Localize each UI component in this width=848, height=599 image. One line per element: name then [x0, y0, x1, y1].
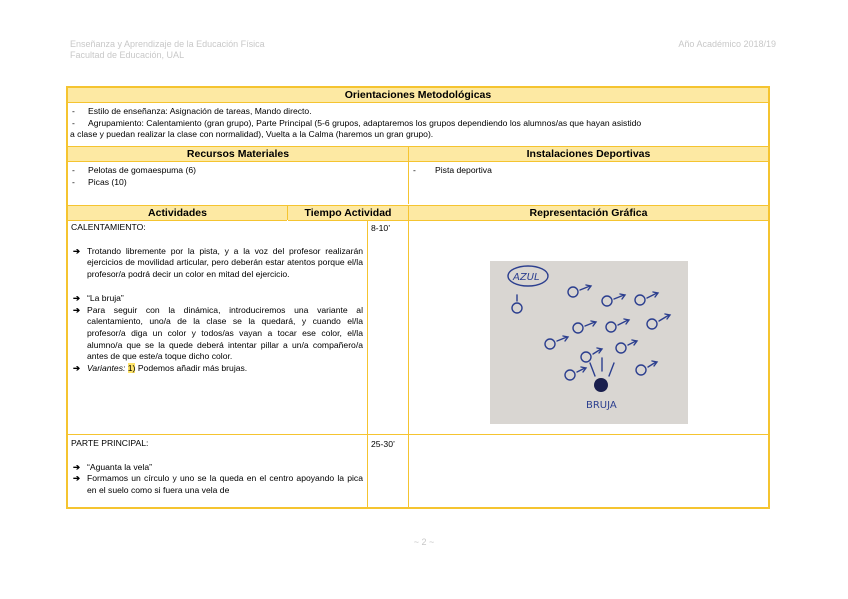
- variantes-number: 1): [127, 363, 136, 374]
- calentamiento-text: Trotando libremente por la pista, y a la voz del profesor realizarán ejercicios de movilidad articular, pero deberán estar atentos porque el/la profesor/a podrá decir un color en mitad del ejercicio.: [87, 245, 363, 280]
- hand-drawing: [490, 261, 688, 424]
- drawing-photo: [490, 261, 688, 424]
- arrow-right-icon: ➔: [73, 292, 81, 303]
- orientaciones-item-line: Agrupamiento: Calentamiento (gran grupo), Parte Principal (5-6 grupos, adaptaremos los grupos dependiendo los alumnos/as que hayan asistido: [88, 117, 642, 128]
- instalaciones-header: Instalaciones Deportivas: [409, 146, 768, 162]
- calentamiento-cell: [71, 222, 363, 375]
- variantes-label: Variantes:: [87, 363, 126, 374]
- recursos-header: Recursos Materiales: [68, 146, 408, 162]
- actividades-header: Actividades: [68, 205, 287, 221]
- recurso-item: - Pelotas de gomaespuma (6): [68, 165, 408, 177]
- recurso-item: - Picas (10): [68, 177, 408, 189]
- divider: [367, 220, 368, 507]
- arrow-right-icon: ➔: [73, 461, 81, 472]
- arrow-right-icon: ➔: [73, 304, 81, 315]
- divider: [287, 205, 288, 220]
- variantes-text: Podemos añadir más brujas.: [137, 363, 248, 374]
- instalacion-item: - Pista deportiva: [409, 165, 768, 177]
- principal-cell: [71, 438, 363, 497]
- orientaciones-header: Orientaciones Metodológicas: [68, 88, 768, 103]
- divider: [68, 434, 768, 435]
- principal-time: 25-30’: [371, 439, 395, 449]
- orientaciones-item-continuation: a clase y puedan realizar la clase con normalidad), Vuelta a la Calma (haremos un gran grupo).: [70, 129, 434, 140]
- calentamiento-text: Para seguir con la dinámica, introduciremos una variante al calentamiento, uno/a de la clase se la quedará, y cuando el/la profesor/a diga un color y todos/as vayan a tocar ese color, el/la alumno/a que se la quede deberá intentar pillar a un/a compañero/a antes de que este/a toque dicho color.: [87, 304, 363, 362]
- representacion-header: Representación Gráfica: [409, 205, 768, 221]
- divider: [408, 146, 409, 204]
- calentamiento-step: [71, 246, 363, 281]
- academic-year: Año Académico 2018/19: [678, 39, 776, 49]
- document-header-left: [70, 39, 265, 61]
- recursos-content: [68, 162, 408, 202]
- page-number: ~ 2 ~: [413, 537, 435, 547]
- principal-label: PARTE PRINCIPAL:: [71, 438, 149, 448]
- calentamiento-time: 8-10’: [371, 223, 391, 233]
- game-title-row: [71, 462, 363, 474]
- game-title: “La bruja”: [87, 292, 124, 303]
- faculty-name: Facultad de Educación, UAL: [70, 50, 185, 60]
- divider: [408, 205, 409, 507]
- principal-text: Formamos un círculo y uno se la queda en el centro apoyando la pica en el suelo como si fuera una vela de: [87, 473, 363, 496]
- course-title: Enseñanza y Aprendizaje de la Educación Física: [70, 39, 265, 49]
- game-title: “Aguanta la vela”: [87, 461, 152, 472]
- drawing-label: AZUL: [513, 272, 540, 283]
- instalaciones-content: [409, 162, 768, 202]
- tiempo-header: Tiempo Actividad: [288, 205, 408, 221]
- arrow-right-icon: ➔: [73, 473, 81, 484]
- calentamiento-step: [71, 305, 363, 364]
- arrow-right-icon: ➔: [73, 363, 81, 374]
- orientaciones-item: - Estilo de enseñanza: Asignación de tareas, Mando directo.: [68, 106, 768, 118]
- drawing-label: BRUJA: [586, 400, 617, 411]
- witch-marker: [594, 378, 608, 392]
- principal-step: [71, 473, 363, 496]
- orientaciones-item: [68, 118, 768, 130]
- orientaciones-content: [68, 104, 768, 144]
- arrow-right-icon: ➔: [73, 245, 81, 256]
- game-title-row: [71, 293, 363, 305]
- calentamiento-label: CALENTAMIENTO:: [71, 222, 146, 232]
- variantes-row: [71, 363, 363, 375]
